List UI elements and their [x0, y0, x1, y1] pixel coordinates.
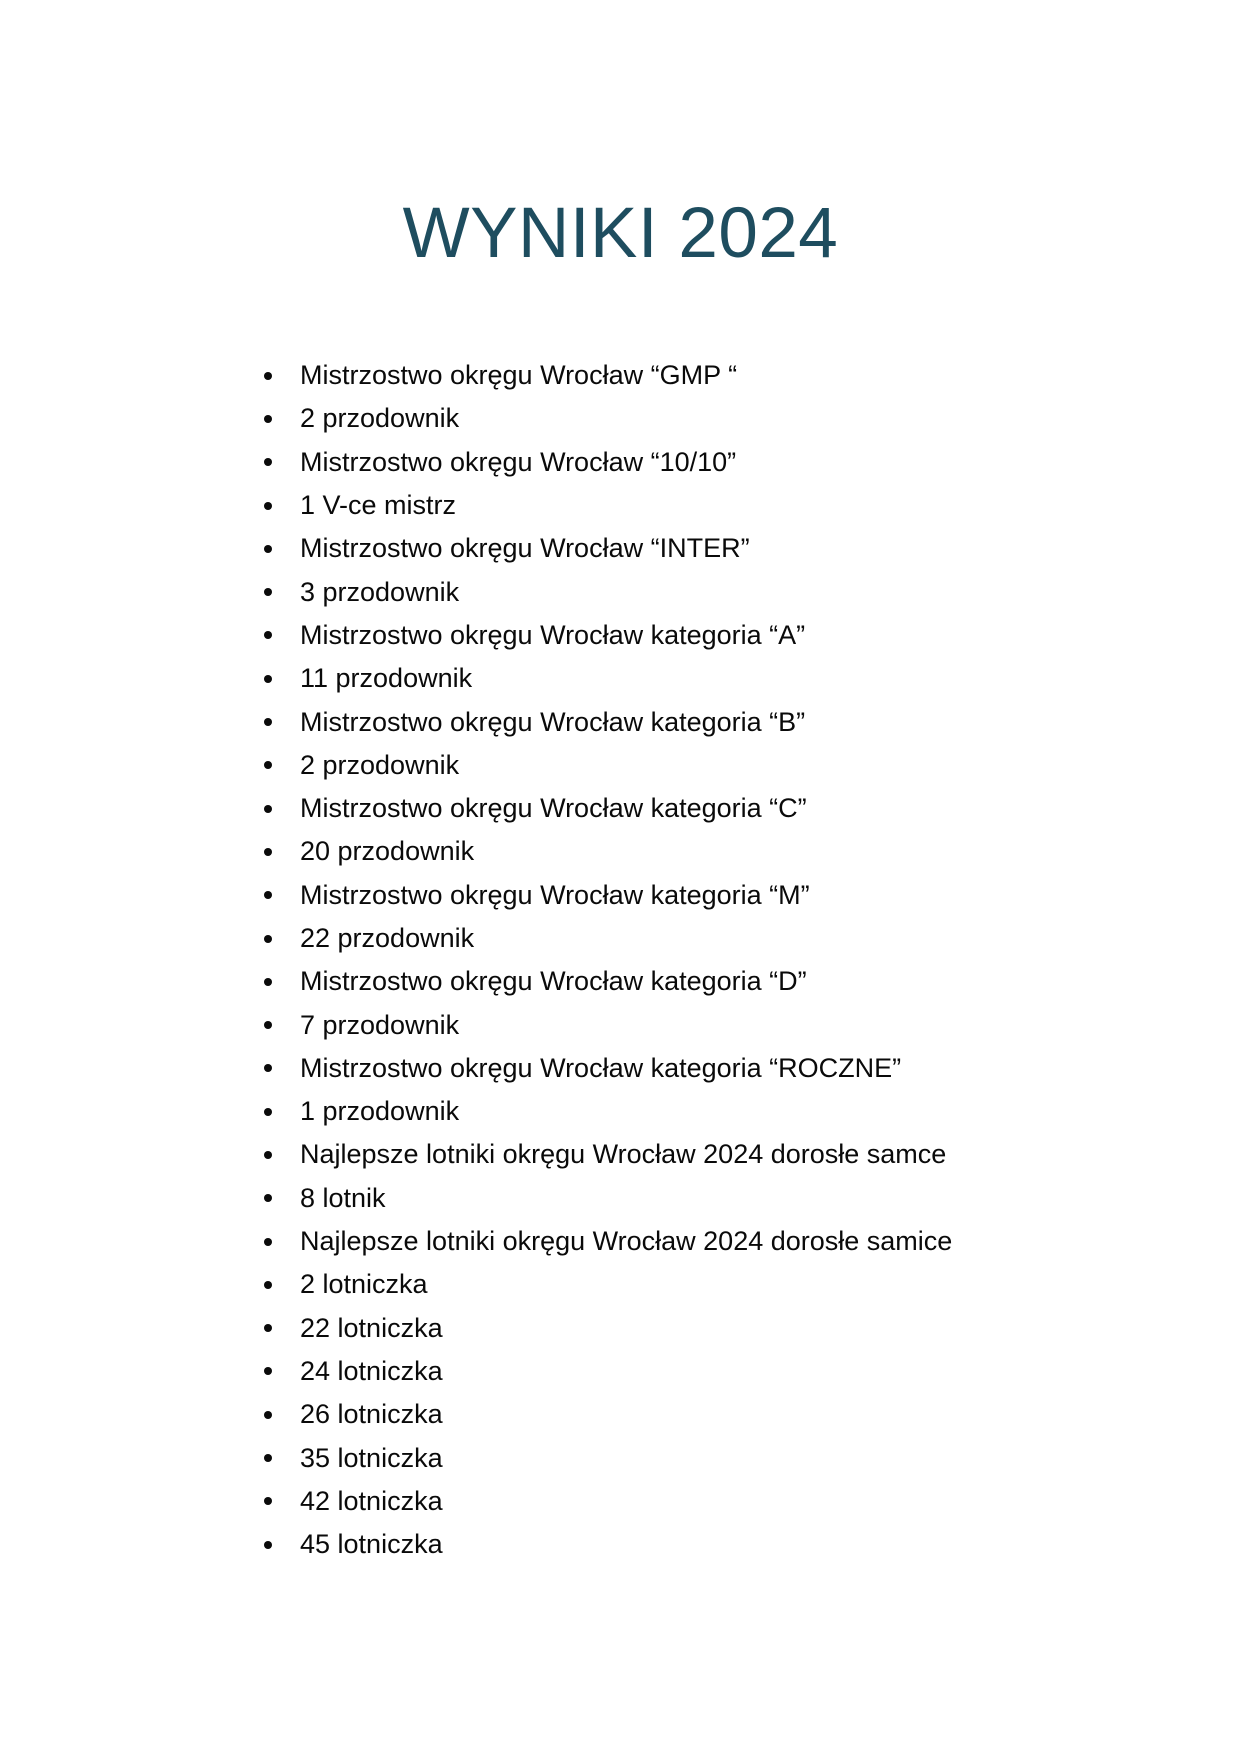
list-item: [0, 614, 952, 657]
list-item: [0, 1393, 952, 1436]
list-item-label: 24 lotniczka: [300, 1355, 443, 1386]
list-item: [0, 874, 952, 917]
list-item-label: Mistrzostwo okręgu Wrocław kategoria “A”: [300, 619, 806, 650]
bullet-icon: [264, 1064, 272, 1072]
list-item-label: Mistrzostwo okręgu Wrocław “INTER”: [300, 533, 750, 564]
list-item: [0, 1133, 952, 1176]
list-item-label: 3 przodownik: [300, 576, 460, 607]
list-item-label: Mistrzostwo okręgu Wrocław kategoria “D”: [300, 966, 807, 997]
list-item: [0, 1436, 952, 1479]
list-item-label: 26 lotniczka: [300, 1399, 443, 1430]
list-item: [0, 354, 952, 397]
list-item-label: 2 przodownik: [300, 749, 460, 780]
list-item-label: 22 przodownik: [300, 923, 475, 953]
list-item: [0, 787, 952, 830]
list-item-label: 2 lotniczka: [300, 1269, 428, 1300]
bullet-icon: [264, 1324, 272, 1332]
bullet-icon: [264, 502, 272, 510]
bullet-icon: [264, 458, 272, 466]
list-item: [0, 917, 952, 960]
bullet-icon: [264, 1367, 272, 1375]
bullet-icon: [264, 1021, 272, 1029]
list-item: [0, 570, 952, 613]
page-title: WYNIKI 2024: [402, 194, 839, 273]
list-item: [0, 744, 952, 787]
bullet-icon: [264, 631, 272, 639]
list-item-label: 11 przodownik: [300, 663, 473, 694]
list-item-label: 2 przodownik: [300, 403, 460, 434]
bullet-icon: [264, 588, 272, 596]
list-item-label: 1 V-ce mistrz: [300, 490, 457, 521]
list-item-label: 7 przodownik: [300, 1009, 460, 1040]
list-item-label: Mistrzostwo okręgu Wrocław “10/10”: [300, 446, 737, 477]
list-item-label: 20 przodownik: [300, 836, 475, 867]
list-item: [0, 1480, 952, 1523]
list-item: [0, 657, 952, 700]
bullet-icon: [264, 1541, 272, 1549]
bullet-icon: [264, 718, 272, 726]
bullet-icon: [264, 805, 272, 813]
bullet-icon: [264, 1108, 272, 1116]
list-item-label: Mistrzostwo okręgu Wrocław “GMP “: [300, 360, 738, 391]
bullet-icon: [264, 372, 272, 380]
list-item-label: 1 przodownik: [300, 1096, 460, 1127]
bullet-icon: [264, 1194, 272, 1202]
list-item: [0, 1350, 952, 1393]
list-item-label: Mistrzostwo okręgu Wrocław kategoria “M”: [300, 879, 810, 910]
list-item-label: Mistrzostwo okręgu Wrocław kategoria “ROCZNE”: [300, 1052, 902, 1083]
bullet-icon: [264, 848, 272, 856]
list-item: [0, 1090, 952, 1133]
list-item-label: 42 lotniczka: [300, 1485, 443, 1516]
bullet-icon: [264, 761, 272, 769]
list-item: [0, 1047, 952, 1090]
bullet-icon: [264, 415, 272, 423]
list-item: [0, 1523, 952, 1566]
list-item: [0, 1003, 952, 1046]
bullet-icon: [264, 1238, 272, 1246]
bullet-icon: [264, 675, 272, 683]
bullet-icon: [264, 1497, 272, 1505]
list-item: [0, 830, 952, 873]
bullet-icon: [264, 1454, 272, 1462]
bullet-icon: [264, 978, 272, 986]
list-item-label: 8 lotnik: [300, 1182, 386, 1213]
list-item-label: Mistrzostwo okręgu Wrocław kategoria “B”: [300, 706, 806, 737]
bullet-icon: [264, 1281, 272, 1289]
list-item: [0, 484, 952, 527]
list-item: [0, 441, 952, 484]
list-item: [0, 397, 952, 440]
list-item-label: Najlepsze lotniki okręgu Wrocław 2024 dorosłe samce: [300, 1139, 947, 1170]
list-item: [0, 1220, 952, 1263]
list-item: [0, 1263, 952, 1306]
bullet-icon: [264, 545, 272, 553]
list-item-label: 22 lotniczka: [300, 1312, 443, 1343]
bullet-icon: [264, 1151, 272, 1159]
list-item: [0, 1177, 952, 1220]
bullet-icon: [264, 891, 272, 899]
list-item: [0, 960, 952, 1003]
list-item-label: 35 lotniczka: [300, 1442, 443, 1473]
bullet-icon: [264, 935, 272, 943]
list-item-label: Najlepsze lotniki okręgu Wrocław 2024 dorosłe samice: [300, 1226, 953, 1257]
list-item-label: Mistrzostwo okręgu Wrocław kategoria “C”: [300, 793, 807, 824]
list-item: [0, 527, 952, 570]
results-list: [0, 354, 952, 1566]
list-item-label: 45 lotniczka: [300, 1529, 443, 1560]
list-item: [0, 700, 952, 743]
bullet-icon: [264, 1411, 272, 1419]
list-item: [0, 1307, 952, 1350]
